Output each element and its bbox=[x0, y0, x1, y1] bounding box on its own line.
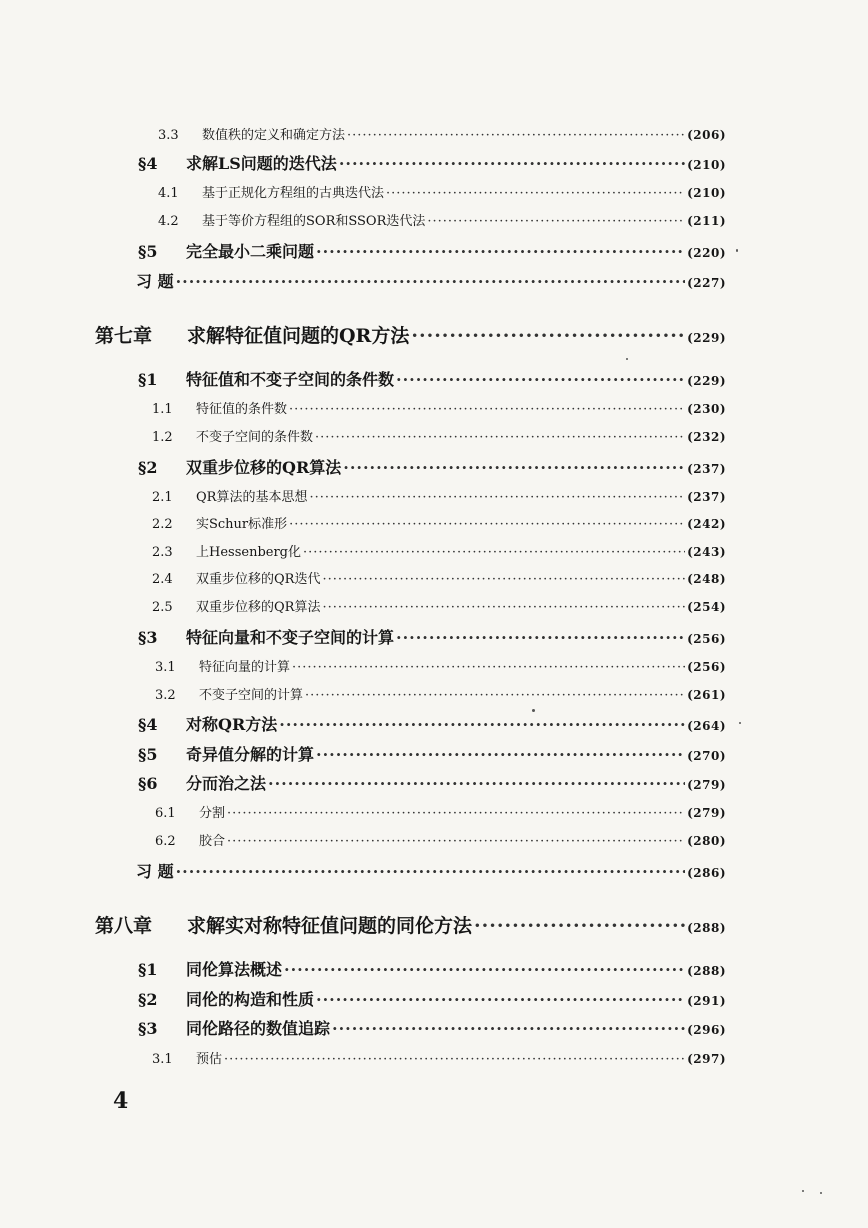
toc-entry bbox=[155, 830, 726, 849]
leader-dots bbox=[316, 242, 685, 261]
entry-number: §1 bbox=[138, 370, 158, 389]
leader-dots bbox=[332, 1019, 685, 1038]
toc-entry bbox=[138, 455, 726, 478]
toc-entry bbox=[152, 568, 726, 587]
entry-title: QR算法的基本思想 bbox=[196, 490, 308, 505]
leader-dots bbox=[303, 545, 685, 560]
entry-number: 1.1 bbox=[152, 402, 173, 417]
leader-dots bbox=[292, 660, 685, 675]
entry-page: (279) bbox=[687, 806, 726, 820]
entry-title: 特征值和不变子空间的条件数 bbox=[186, 370, 395, 389]
leader-dots bbox=[411, 325, 685, 347]
entry-page: (279) bbox=[687, 778, 726, 792]
chapter-title: 求解实对称特征值问题的同伦方法 bbox=[187, 915, 473, 937]
entry-page: (288) bbox=[687, 964, 726, 978]
entry-number: 3.1 bbox=[155, 660, 176, 675]
entry-title: 基于等价方程组的SOR和SSOR迭代法 bbox=[202, 214, 426, 229]
toc-entry bbox=[152, 398, 726, 417]
entry-page: (270) bbox=[687, 749, 726, 763]
entry-number: 1.2 bbox=[152, 430, 173, 445]
toc-entry bbox=[152, 513, 726, 532]
entry-number: §5 bbox=[138, 745, 158, 764]
entry-title: 不变子空间的计算 bbox=[199, 688, 304, 703]
chapter-title: 求解特征值问题的QR方法 bbox=[187, 325, 410, 347]
entry-number: 3.3 bbox=[158, 128, 179, 143]
entry-title: 不变子空间的条件数 bbox=[196, 430, 314, 445]
toc-entry bbox=[138, 987, 726, 1010]
leader-dots bbox=[176, 272, 686, 291]
toc-entry bbox=[158, 182, 726, 201]
entry-page: (230) bbox=[687, 402, 726, 416]
scan-speck bbox=[739, 722, 741, 724]
entry-number: §4 bbox=[138, 154, 158, 173]
entry-number: 3.2 bbox=[155, 688, 176, 703]
toc-entry bbox=[138, 742, 726, 765]
entry-page: (229) bbox=[687, 331, 726, 345]
entry-title: 数值秩的定义和确定方法 bbox=[202, 128, 346, 143]
entry-number: 6.1 bbox=[155, 806, 176, 821]
toc-entry bbox=[138, 625, 726, 648]
leader-dots bbox=[316, 745, 685, 764]
toc-entry bbox=[152, 486, 726, 505]
leader-dots bbox=[279, 715, 685, 734]
toc-entry bbox=[136, 859, 726, 882]
leader-dots bbox=[316, 990, 685, 1009]
entry-title: 预估 bbox=[196, 1052, 223, 1067]
entry-number: §4 bbox=[138, 715, 158, 734]
entry-number: 2.3 bbox=[152, 545, 173, 560]
entry-title: 特征向量和不变子空间的计算 bbox=[186, 628, 395, 647]
leader-dots bbox=[427, 214, 685, 229]
entry-title: 双重步位移的QR算法 bbox=[196, 600, 321, 615]
toc-entry bbox=[138, 151, 726, 174]
toc-entry bbox=[155, 684, 726, 703]
entry-page: (256) bbox=[687, 632, 726, 646]
entry-title: 基于正规化方程组的古典迭代法 bbox=[202, 186, 385, 201]
entry-page: (237) bbox=[687, 462, 726, 476]
entry-page: (210) bbox=[687, 186, 726, 200]
scan-speck bbox=[736, 249, 738, 252]
scan-speck bbox=[802, 1190, 804, 1192]
entry-number: 3.1 bbox=[152, 1052, 173, 1067]
leader-dots bbox=[386, 186, 685, 201]
entry-page: (232) bbox=[687, 430, 726, 444]
toc-entry bbox=[158, 124, 726, 143]
toc-entry bbox=[138, 1016, 726, 1039]
entry-page: (248) bbox=[687, 572, 726, 586]
leader-dots bbox=[289, 517, 685, 532]
leader-dots bbox=[322, 572, 685, 587]
leader-dots bbox=[176, 862, 686, 881]
entry-number: 2.5 bbox=[152, 600, 173, 615]
leader-dots bbox=[315, 430, 685, 445]
entry-title: 求解LS问题的迭代法 bbox=[186, 154, 337, 173]
toc-entry bbox=[138, 367, 726, 390]
toc-entry bbox=[136, 269, 726, 292]
entry-number: §5 bbox=[138, 242, 158, 261]
leader-dots bbox=[284, 960, 685, 979]
leader-dots bbox=[305, 688, 685, 703]
toc-entry bbox=[155, 802, 726, 821]
entry-number: §3 bbox=[138, 1019, 158, 1038]
entry-page: (291) bbox=[687, 994, 726, 1008]
entry-title: 实Schur标准形 bbox=[196, 517, 288, 532]
entry-title: 对称QR方法 bbox=[186, 715, 278, 734]
entry-page: (288) bbox=[687, 921, 726, 935]
entry-page: (243) bbox=[687, 545, 726, 559]
entry-number: §6 bbox=[138, 774, 158, 793]
entry-page: (242) bbox=[687, 517, 726, 531]
leader-dots bbox=[227, 834, 685, 849]
chapter-heading bbox=[95, 321, 726, 348]
entry-number: 2.1 bbox=[152, 490, 173, 505]
scan-speck bbox=[626, 358, 628, 360]
leader-dots bbox=[322, 600, 685, 615]
entry-page: (206) bbox=[687, 128, 726, 142]
toc-entry bbox=[138, 957, 726, 980]
toc-entry bbox=[152, 596, 726, 615]
entry-title: 双重步位移的QR算法 bbox=[186, 458, 342, 477]
entry-title: 同伦路径的数值追踪 bbox=[186, 1019, 331, 1038]
entry-number: §1 bbox=[138, 960, 158, 979]
page-number: 4 bbox=[113, 1088, 129, 1114]
entry-page: (261) bbox=[687, 688, 726, 702]
leader-dots bbox=[227, 806, 685, 821]
entry-title: 习 题 bbox=[136, 862, 174, 881]
toc-entry bbox=[138, 771, 726, 794]
toc-entry bbox=[152, 426, 726, 445]
scan-speck bbox=[820, 1192, 822, 1194]
entry-title: 分而治之法 bbox=[186, 774, 267, 793]
entry-title: 奇异值分解的计算 bbox=[186, 745, 315, 764]
entry-number: §2 bbox=[138, 458, 158, 477]
leader-dots bbox=[339, 154, 685, 173]
toc-entry bbox=[155, 656, 726, 675]
entry-page: (286) bbox=[687, 866, 726, 880]
entry-title: 双重步位移的QR迭代 bbox=[196, 572, 321, 587]
leader-dots bbox=[289, 402, 685, 417]
entry-title: 特征值的条件数 bbox=[196, 402, 288, 417]
entry-title: 胶合 bbox=[199, 834, 226, 849]
leader-dots bbox=[343, 458, 685, 477]
entry-page: (296) bbox=[687, 1023, 726, 1037]
entry-title: 分割 bbox=[199, 806, 226, 821]
toc-entry bbox=[138, 712, 726, 735]
chapter-heading bbox=[95, 911, 726, 938]
leader-dots bbox=[474, 915, 685, 937]
entry-page: (264) bbox=[687, 719, 726, 733]
leader-dots bbox=[224, 1052, 685, 1067]
entry-page: (229) bbox=[687, 374, 726, 388]
toc-entry bbox=[158, 210, 726, 229]
entry-page: (220) bbox=[687, 246, 726, 260]
entry-number: 2.4 bbox=[152, 572, 173, 587]
entry-number: §2 bbox=[138, 990, 158, 1009]
leader-dots bbox=[309, 490, 685, 505]
toc-entry bbox=[138, 239, 726, 262]
entry-number: 4.1 bbox=[158, 186, 179, 201]
toc-entry bbox=[152, 1048, 726, 1067]
entry-number: 2.2 bbox=[152, 517, 173, 532]
chapter-number: 第八章 bbox=[95, 915, 153, 937]
entry-page: (210) bbox=[687, 158, 726, 172]
leader-dots bbox=[347, 128, 685, 143]
entry-page: (237) bbox=[687, 490, 726, 504]
entry-page: (256) bbox=[687, 660, 726, 674]
entry-page: (280) bbox=[687, 834, 726, 848]
entry-title: 完全最小二乘问题 bbox=[186, 242, 315, 261]
entry-number: 6.2 bbox=[155, 834, 176, 849]
chapter-number: 第七章 bbox=[95, 325, 153, 347]
entry-title: 同伦的构造和性质 bbox=[186, 990, 315, 1009]
entry-page: (211) bbox=[687, 214, 726, 228]
leader-dots bbox=[396, 628, 685, 647]
entry-title: 上Hessenberg化 bbox=[196, 545, 301, 560]
scan-speck bbox=[532, 709, 535, 712]
entry-number: §3 bbox=[138, 628, 158, 647]
entry-page: (227) bbox=[687, 276, 726, 290]
leader-dots bbox=[396, 370, 685, 389]
entry-title: 同伦算法概述 bbox=[186, 960, 283, 979]
entry-page: (254) bbox=[687, 600, 726, 614]
entry-number: 4.2 bbox=[158, 214, 179, 229]
entry-title: 特征向量的计算 bbox=[199, 660, 291, 675]
leader-dots bbox=[268, 774, 685, 793]
entry-page: (297) bbox=[687, 1052, 726, 1066]
toc-entry bbox=[152, 541, 726, 560]
entry-title: 习 题 bbox=[136, 272, 174, 291]
